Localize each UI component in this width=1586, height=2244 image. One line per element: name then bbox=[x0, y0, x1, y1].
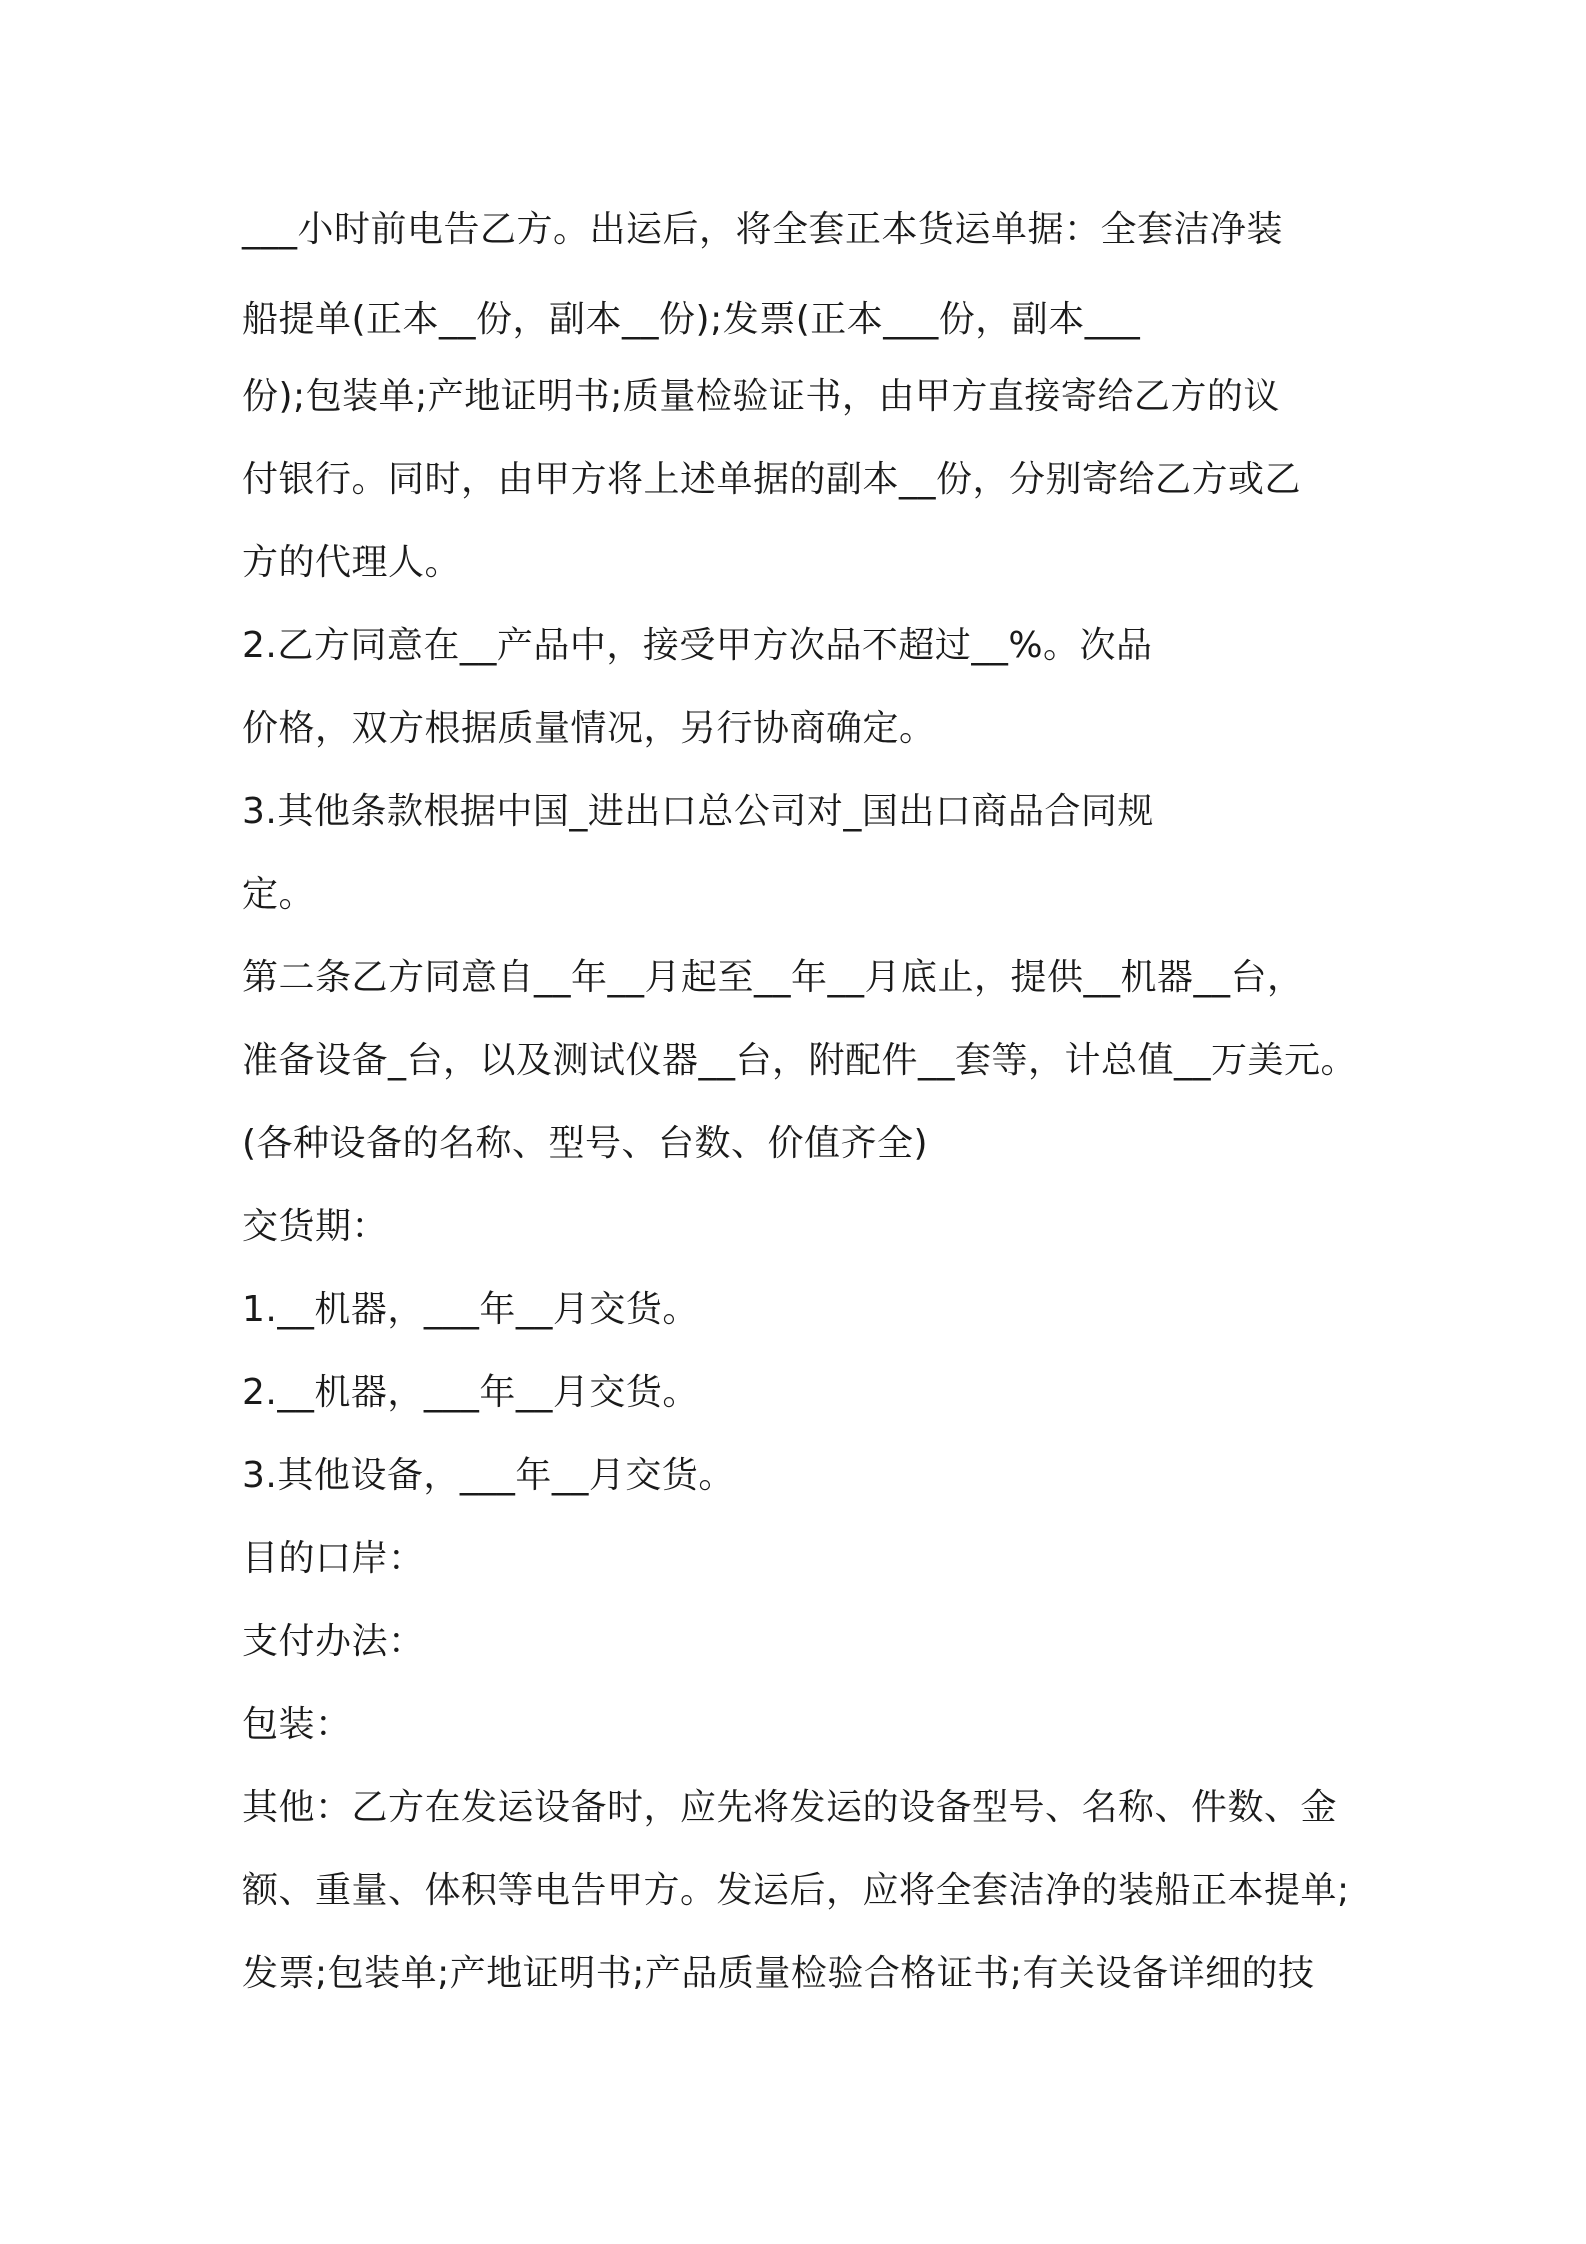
paragraph-line: 其他：乙方在发运设备时，应先将发运的设备型号、名称、件数、金 bbox=[242, 1787, 1338, 1828]
paragraph-line: 发票;包装单;产地证明书;产品质量检验合格证书;有关设备详细的技 bbox=[242, 1953, 1315, 1994]
paragraph-line: 支付办法： bbox=[242, 1621, 425, 1662]
paragraph-line: 3.其他条款根据中国_进出口总公司对_国出口商品合同规 bbox=[242, 791, 1154, 832]
paragraph-line: 第二条乙方同意自__年__月起至__年__月底止，提供__机器__台， bbox=[242, 957, 1304, 998]
paragraph-line: 3.其他设备，___年__月交货。 bbox=[242, 1455, 735, 1496]
paragraph-line: 额、重量、体积等电告甲方。发运后，应将全套洁净的装船正本提单; bbox=[242, 1870, 1350, 1911]
paragraph-line: 份);包装单;产地证明书;质量检验证书，由甲方直接寄给乙方的议 bbox=[242, 376, 1280, 417]
paragraph-line: 2.__机器，___年__月交货。 bbox=[242, 1372, 699, 1413]
paragraph-line: 交货期： bbox=[242, 1206, 389, 1247]
paragraph-line: 包装： bbox=[242, 1704, 352, 1745]
paragraph-line: (各种设备的名称、型号、台数、价值齐全) bbox=[242, 1123, 929, 1164]
paragraph-line: 目的口岸： bbox=[242, 1538, 425, 1579]
paragraph-line: ___小时前电告乙方。出运后，将全套正本货运单据：全套洁净装 bbox=[242, 209, 1284, 250]
paragraph-line: 方的代理人。 bbox=[242, 542, 462, 583]
paragraph-line: 准备设备_台，以及测试仪器__台，附配件__套等，计总值__万美元。 bbox=[242, 1040, 1358, 1081]
paragraph-line: 1.__机器，___年__月交货。 bbox=[242, 1289, 699, 1330]
paragraph-line: 定。 bbox=[242, 874, 316, 915]
paragraph-line: 船提单(正本__份，副本__份);发票(正本___份，副本___ bbox=[242, 299, 1141, 340]
paragraph-line: 付银行。同时，由甲方将上述单据的副本__份，分别寄给乙方或乙 bbox=[242, 459, 1302, 500]
paragraph-line: 2.乙方同意在__产品中，接受甲方次品不超过__%。次品 bbox=[242, 625, 1153, 666]
paragraph-line: 价格，双方根据质量情况，另行协商确定。 bbox=[242, 708, 936, 749]
